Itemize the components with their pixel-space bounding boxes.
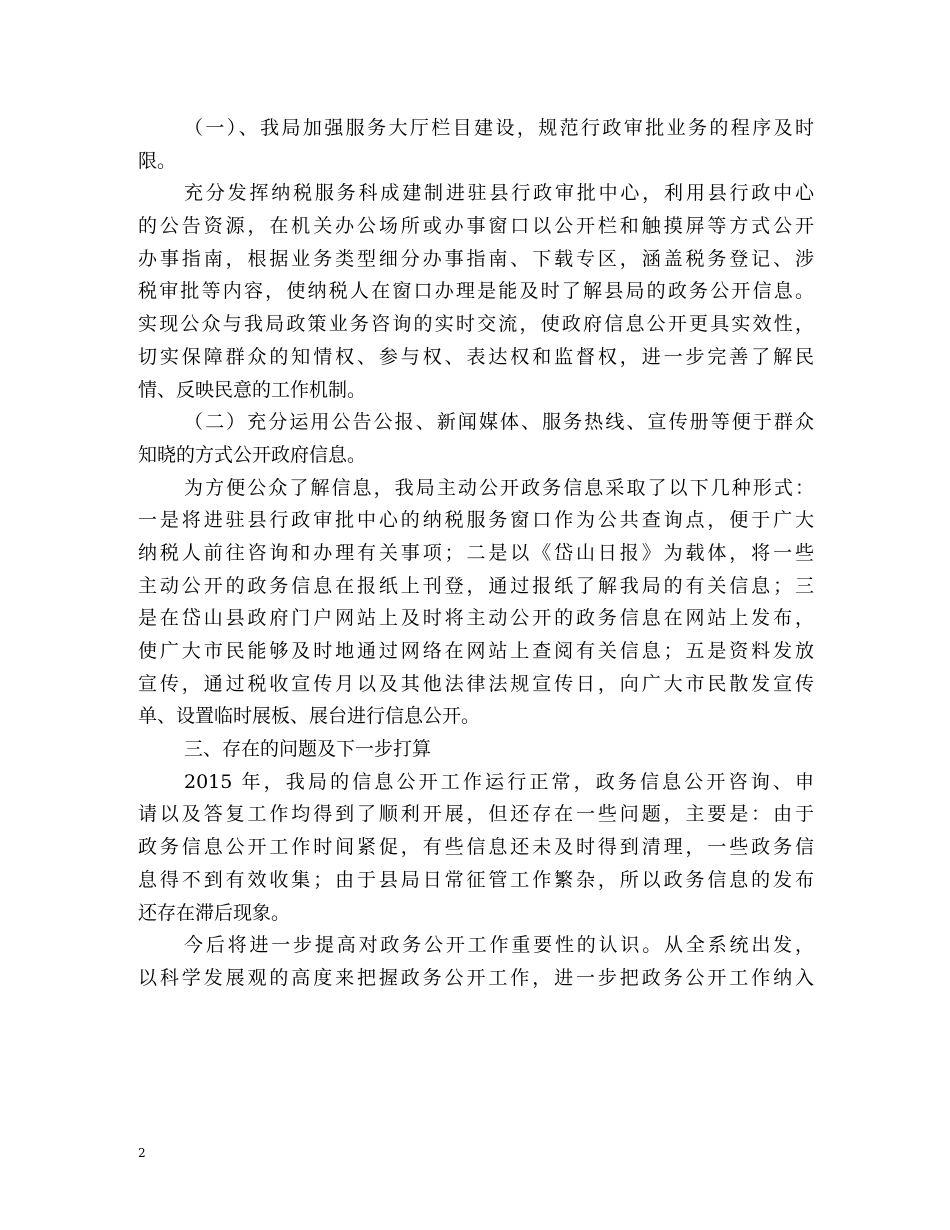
- paragraph-line: （一）、我局加强服务大厅栏目建设，规范行政审批业务的程序及时: [184, 117, 814, 139]
- paragraph-line: （二）充分运用公告公报、新闻媒体、服务热线、宣传册等便于群众: [184, 411, 814, 434]
- page-number: 2: [138, 1146, 146, 1160]
- paragraph-line: 是在岱山县政府门户网站上及时将主动公开的政务信息在网站上发布，: [138, 607, 814, 630]
- paragraph-line: 以科学发展观的高度来把握政务公开工作，进一步把政务公开工作纳入: [138, 966, 814, 989]
- section-heading: 三、存在的问题及下一步打算: [184, 738, 432, 761]
- paragraph-line: 一是将进驻县行政审批中心的纳税服务窗口作为公共查询点，便于广大: [138, 509, 814, 532]
- paragraph-line: 实现公众与我局政策业务咨询的实时交流，使政府信息公开更具实效性，: [138, 313, 814, 336]
- paragraph-line: 使广大市民能够及时地通过网络在网站上查阅有关信息；五是资料发放: [138, 640, 814, 662]
- paragraph-line: 限。: [138, 149, 177, 172]
- paragraph-line: 主动公开的政务信息在报纸上刊登，通过报纸了解我局的有关信息；三: [138, 574, 814, 597]
- paragraph-line: 请以及答复工作均得到了顺利开展，但还存在一些问题，主要是：由于: [138, 803, 814, 826]
- paragraph-line: 纳税人前往咨询和办理有关事项；二是以《岱山日报》为载体，将一些: [138, 541, 814, 564]
- paragraph-line: 单、设置临时展板、展台进行信息公开。: [138, 705, 481, 728]
- paragraph-line: 切实保障群众的知情权、参与权、表达权和监督权，进一步完善了解民: [138, 345, 814, 368]
- paragraph-line: 办事指南，根据业务类型细分办事指南、下载专区，涵盖税务登记、涉: [138, 247, 814, 270]
- paragraph-line: 为方便公众了解信息，我局主动公开政务信息采取了以下几种形式：: [184, 476, 814, 499]
- body-text: [138, 112, 814, 995]
- paragraph-line: 息得不到有效收集；由于县局日常征管工作繁杂，所以政务信息的发布: [138, 868, 814, 891]
- paragraph-line: 2015 年，我局的信息公开工作运行正常，政务信息公开咨询、申: [184, 770, 814, 793]
- paragraph-line: 税审批等内容，使纳税人在窗口办理是能及时了解县局的政务公开信息。: [138, 280, 814, 303]
- paragraph-line: 知晓的方式公开政府信息。: [138, 443, 367, 466]
- paragraph-line: 宣传，通过税收宣传月以及其他法律法规宣传日，向广大市民散发宣传: [138, 672, 814, 695]
- paragraph-line: 的公告资源，在机关办公场所或办事窗口以公开栏和触摸屏等方式公开: [138, 215, 814, 238]
- paragraph-line: 今后将进一步提高对政务公开工作重要性的认识。从全系统出发，: [184, 934, 814, 957]
- paragraph-line: 充分发挥纳税服务科成建制进驻县行政审批中心，利用县行政中心: [184, 182, 814, 205]
- paragraph-line: 还存在滞后现象。: [138, 901, 291, 924]
- paragraph-line: 情、反映民意的工作机制。: [138, 378, 367, 401]
- paragraph-line: 政务信息公开工作时间紧促，有些信息还未及时得到清理，一些政务信: [138, 836, 814, 859]
